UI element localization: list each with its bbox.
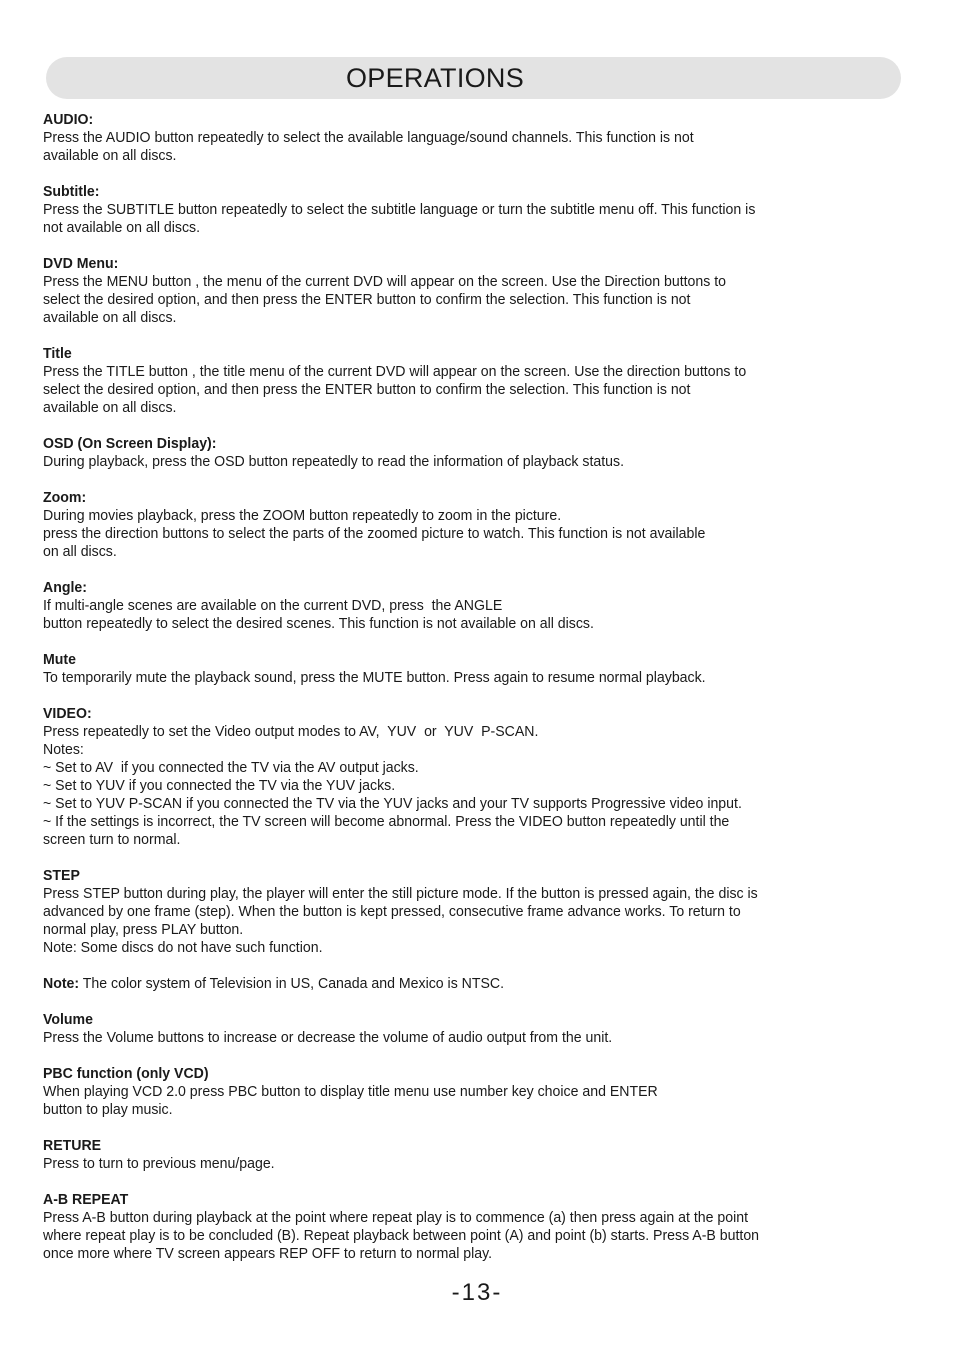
body-line: When playing VCD 2.0 press PBC button to display title menu use number key choice and ENTER — [43, 1083, 658, 1100]
body-line: Press repeatedly to set the Video output modes to AV, YUV or YUV P-SCAN. — [43, 723, 539, 740]
section-heading: DVD Menu: — [43, 255, 119, 272]
page-title: OPERATIONS — [346, 63, 525, 93]
note-text: The color system of Television in US, Canada and Mexico is NTSC. — [79, 975, 505, 992]
body-line: not available on all discs. — [43, 219, 201, 236]
section-video — [43, 705, 815, 849]
section-heading: VIDEO: — [43, 705, 92, 722]
body-line: Press the Volume buttons to increase or decrease the volume of audio output from the unit. — [43, 1029, 613, 1046]
section-step — [43, 867, 815, 957]
body-line: screen turn to normal. — [43, 831, 181, 848]
section-osd — [43, 435, 815, 471]
body-line: During movies playback, press the ZOOM button repeatedly to zoom in the picture. — [43, 507, 562, 524]
body-line: Press STEP button during play, the player will enter the still picture mode. If the button is pressed again, the disc is — [43, 885, 758, 902]
note-label: Note: — [43, 975, 80, 992]
section-heading: Volume — [43, 1011, 93, 1028]
body-line: Press the MENU button , the menu of the current DVD will appear on the screen. Use the Direction buttons to — [43, 273, 727, 290]
content — [43, 111, 815, 1281]
body-line: Note: Some discs do not have such function. — [43, 939, 323, 956]
section-mute — [43, 651, 815, 687]
body-line: ~ Set to AV if you connected the TV via the AV output jacks. — [43, 759, 419, 776]
body-line: Press the SUBTITLE button repeatedly to select the subtitle language or turn the subtitle menu off. This function is — [43, 201, 756, 218]
body-line: press the direction buttons to select the parts of the zoomed picture to watch. This function is not available — [43, 525, 706, 542]
section-heading: STEP — [43, 867, 80, 884]
body-line: button repeatedly to select the desired scenes. This function is not available on all discs. — [43, 615, 594, 632]
body-line: ~ Set to YUV if you connected the TV via the YUV jacks. — [43, 777, 396, 794]
body-line: select the desired option, and then press the ENTER button to confirm the selection. This function is not — [43, 381, 691, 398]
section-note — [43, 975, 815, 993]
section-heading: A-B REPEAT — [43, 1191, 129, 1208]
header-bar — [46, 57, 901, 99]
body-line: ~ Set to YUV P-SCAN if you connected the TV via the YUV jacks and your TV supports Progressive video input. — [43, 795, 742, 812]
body-line: Press A-B button during playback at the point where repeat play is to commence (a) then press again at the point — [43, 1209, 749, 1226]
page-number: -13- — [451, 1279, 503, 1306]
section-heading: OSD (On Screen Display): — [43, 435, 217, 452]
body-line: If multi-angle scenes are available on the current DVD, press the ANGLE — [43, 597, 503, 614]
body-line: Press the TITLE button , the title menu of the current DVD will appear on the screen. Use the direction buttons to — [43, 363, 747, 380]
body-line: on all discs. — [43, 543, 117, 560]
body-line: available on all discs. — [43, 399, 177, 416]
note-line — [43, 975, 815, 993]
section-pbc — [43, 1065, 815, 1119]
body-line: button to play music. — [43, 1101, 173, 1118]
body-line: To temporarily mute the playback sound, press the MUTE button. Press again to resume normal playback. — [43, 669, 706, 686]
section-heading: PBC function (only VCD) — [43, 1065, 209, 1082]
section-return — [43, 1137, 815, 1173]
section-subtitle — [43, 183, 815, 237]
body-line: available on all discs. — [43, 147, 177, 164]
body-line: Notes: — [43, 741, 84, 758]
body-line: select the desired option, and then press the ENTER button to confirm the selection. This function is not — [43, 291, 691, 308]
body-line: advanced by one frame (step). When the button is kept pressed, consecutive frame advance works. To return to — [43, 903, 741, 920]
section-heading: Zoom: — [43, 489, 87, 506]
section-zoom — [43, 489, 815, 561]
body-line: ~ If the settings is incorrect, the TV screen will become abnormal. Press the VIDEO button repeatedly until the — [43, 813, 730, 830]
section-ab-repeat — [43, 1191, 815, 1263]
body-line: During playback, press the OSD button repeatedly to read the information of playback status. — [43, 453, 625, 470]
body-line: Press to turn to previous menu/page. — [43, 1155, 275, 1172]
body-line: Press the AUDIO button repeatedly to select the available language/sound channels. This function is not — [43, 129, 694, 146]
section-heading: Angle: — [43, 579, 87, 596]
section-volume — [43, 1011, 815, 1047]
body-line: once more where TV screen appears REP OFF to return to normal play. — [43, 1245, 493, 1262]
section-heading: AUDIO: — [43, 111, 94, 128]
body-line: where repeat play is to be concluded (B). Repeat playback between point (A) and point (b) starts. Press A-B button — [43, 1227, 760, 1244]
section-dvd-menu — [43, 255, 815, 327]
section-angle — [43, 579, 815, 633]
body-line: normal play, press PLAY button. — [43, 921, 244, 938]
section-heading: Subtitle: — [43, 183, 100, 200]
section-title — [43, 345, 815, 417]
body-line: available on all discs. — [43, 309, 177, 326]
section-heading: RETURE — [43, 1137, 102, 1154]
section-audio — [43, 111, 815, 165]
section-heading: Title — [43, 345, 72, 362]
section-heading: Mute — [43, 651, 76, 668]
